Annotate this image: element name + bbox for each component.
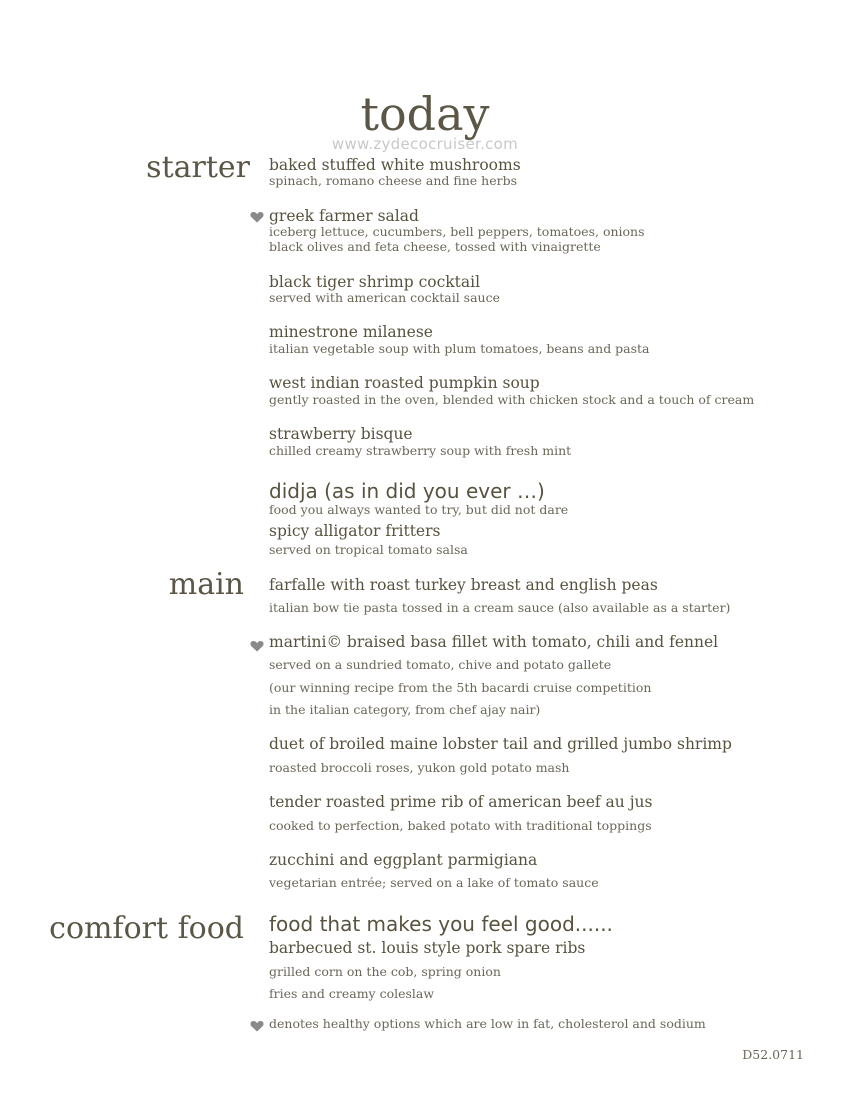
menu-title: today	[360, 87, 490, 141]
dish-description: italian bow tie pasta tossed in a cream sauce (also available as a starter)	[269, 600, 731, 615]
heart-icon	[250, 211, 264, 223]
healthy-legend: denotes healthy options which are low in fat, cholesterol and sodium	[269, 1016, 706, 1031]
dish-name: west indian roasted pumpkin soup	[269, 374, 540, 392]
didja-heading: didja (as in did you ever …)	[269, 479, 545, 503]
dish-description: served on a sundried tomato, chive and potato gallete	[269, 657, 612, 672]
watermark: www.zydecocruiser.com	[331, 135, 519, 153]
dish-description: served on tropical tomato salsa	[269, 542, 468, 557]
dish-description: fries and creamy coleslaw	[269, 986, 435, 1001]
dish-description: vegetarian entrée; served on a lake of tomato sauce	[269, 875, 599, 890]
dish-description: italian vegetable soup with plum tomatoes, beans and pasta	[269, 341, 650, 356]
dish-name: barbecued st. louis style pork spare ribs	[269, 939, 586, 957]
dish-description: roasted broccoli roses, yukon gold potato mash	[269, 760, 570, 775]
dish-name: baked stuffed white mushrooms	[269, 156, 521, 174]
didja-tagline: food you always wanted to try, but did not dare	[269, 502, 569, 517]
dish-name: farfalle with roast turkey breast and english peas	[269, 576, 658, 594]
heart-icon	[250, 640, 264, 652]
dish-name: zucchini and eggplant parmigiana	[269, 851, 538, 869]
dish-description: (our winning recipe from the 5th bacardi cruise competition	[269, 680, 652, 695]
section-heading-comfort-food: comfort food	[49, 911, 244, 946]
dish-description: grilled corn on the cob, spring onion	[269, 964, 501, 979]
dish-description: in the italian category, from chef ajay nair)	[269, 702, 541, 717]
dish-name: martini© braised basa fillet with tomato, chili and fennel	[269, 633, 719, 651]
menu-code: D52.0711	[742, 1047, 804, 1062]
dish-description: spinach, romano cheese and fine herbs	[269, 173, 517, 188]
dish-name: minestrone milanese	[269, 323, 433, 341]
dish-name: spicy alligator fritters	[269, 522, 441, 540]
dish-name: duet of broiled maine lobster tail and grilled jumbo shrimp	[269, 735, 732, 753]
dish-description: black olives and feta cheese, tossed with vinaigrette	[269, 239, 601, 254]
dish-name: strawberry bisque	[269, 425, 413, 443]
dish-description: gently roasted in the oven, blended with chicken stock and a touch of cream	[269, 392, 755, 407]
dish-description: chilled creamy strawberry soup with fresh mint	[269, 443, 572, 458]
dish-name: tender roasted prime rib of american beef au jus	[269, 793, 653, 811]
dish-description: iceberg lettuce, cucumbers, bell peppers, tomatoes, onions	[269, 224, 645, 239]
dish-description: cooked to perfection, baked potato with traditional toppings	[269, 818, 652, 833]
section-heading-main: main	[168, 567, 244, 602]
dish-description: served with american cocktail sauce	[269, 290, 500, 305]
section-heading-starter: starter	[146, 150, 250, 185]
comfort-heading: food that makes you feel good......	[269, 912, 613, 936]
heart-icon	[250, 1020, 264, 1032]
dish-name: greek farmer salad	[269, 207, 419, 225]
dish-name: black tiger shrimp cocktail	[269, 273, 481, 291]
